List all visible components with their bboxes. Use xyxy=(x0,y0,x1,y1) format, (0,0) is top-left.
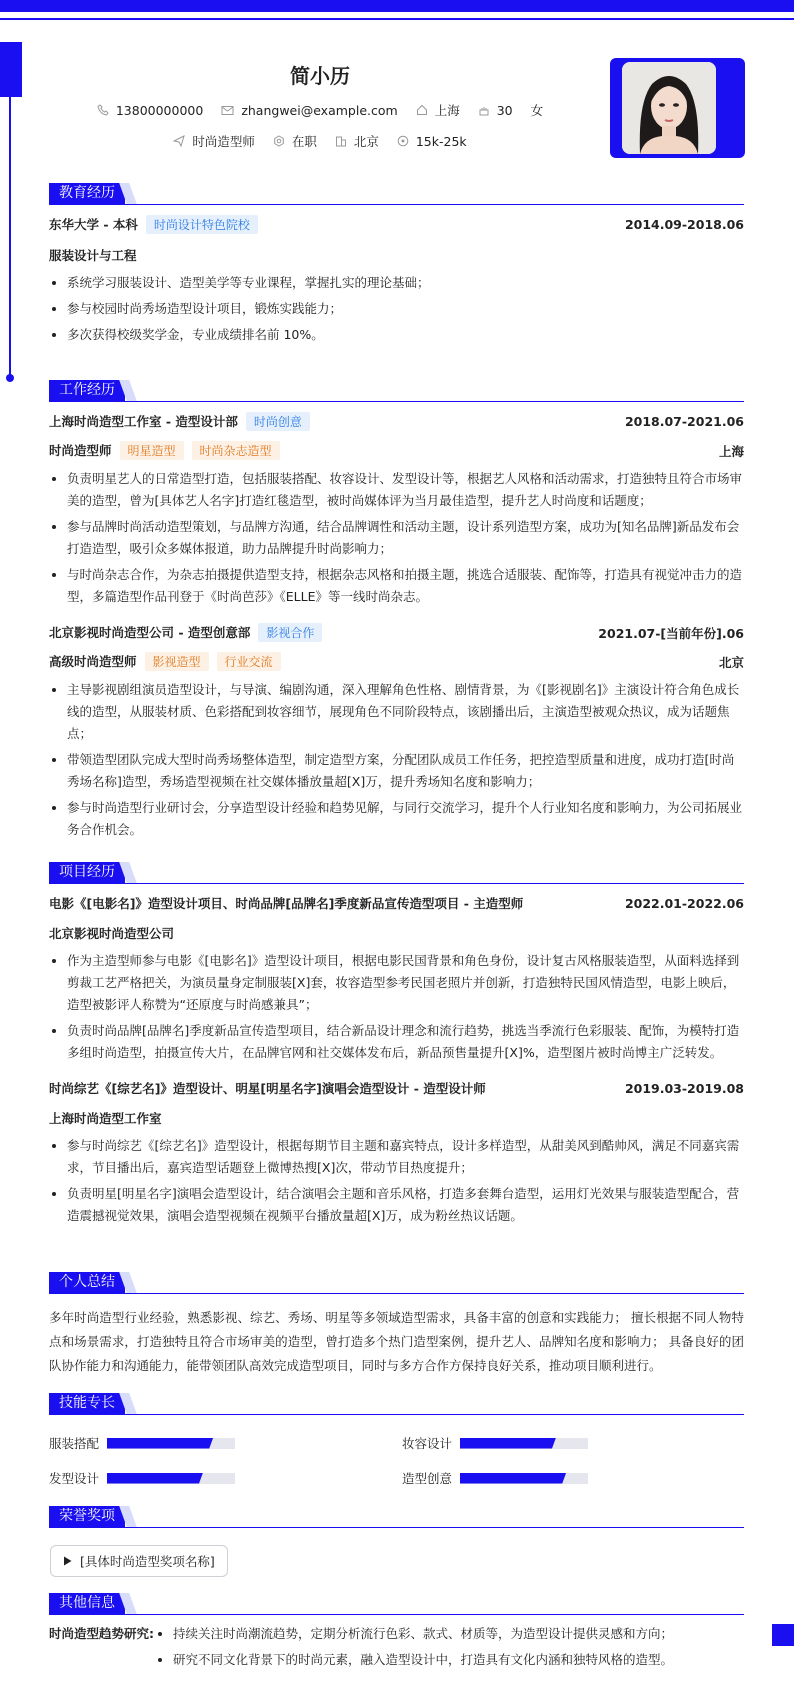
list-item: 负责时尚品牌[品牌名]季度新品宣传造型项目，结合新品设计理念和流行趋势，挑选当季流行色彩服装、配饰，为模特打造多组时尚造型，拍摄宣传大片，在品牌官网和社交媒体发布后，新品预售量提升[X]%，造型图片被时尚博主广泛转发。 xyxy=(49,1020,744,1064)
project-org: 上海时尚造型工作室 xyxy=(49,1111,162,1126)
work-entry-head xyxy=(49,623,744,642)
project-bullets xyxy=(49,1135,744,1227)
status-text: 在职 xyxy=(291,134,317,149)
skill-bar xyxy=(460,1438,588,1449)
skill-bar-fill xyxy=(107,1473,203,1484)
building-icon xyxy=(335,135,347,147)
company-tag: 时尚创意 xyxy=(246,412,310,431)
resume-name: 简小历 xyxy=(290,64,350,88)
list-item: 参与时尚综艺《[综艺名]》造型设计，根据每期节目主题和嘉宾特点，设计多样造型，从甜美风到酷帅风，满足不同嘉宾需求，节目播出后，嘉宾造型话题登上微博热搜[X]次，带动节目热度提升； xyxy=(49,1135,744,1179)
email-item xyxy=(221,103,397,118)
work-location: 北京 xyxy=(718,654,744,670)
city-text: 上海 xyxy=(434,103,460,118)
school-tag: 时尚设计特色院校 xyxy=(146,215,258,234)
phone-icon xyxy=(97,104,109,116)
list-item: 参与时尚造型行业研讨会，分享造型设计经验和趋势见解，与同行交流学习，提升个人行业知名度和影响力，为公司拓展业务合作机会。 xyxy=(49,797,744,841)
summary-text: 多年时尚造型行业经验，熟悉影视、综艺、秀场、明星等多领域造型需求，具备丰富的创意和实践能力； 擅长根据不同人物特点和场景需求，打造独特且符合市场审美的造型，曾打造多个热门造型案例，提升艺人、品牌知名度和影响力； 具备良好的团队协作能力和沟通能力，能带领团队高效完成造型项目，同时与多方合作方保持良好关系，推动项目顺利进行。 xyxy=(49,1310,744,1373)
education-bullets xyxy=(49,272,744,346)
skill-bar xyxy=(107,1438,235,1449)
project-entry-head xyxy=(49,1079,744,1097)
other-label: 时尚造型趋势研究: xyxy=(49,1626,154,1641)
skill-bar xyxy=(460,1473,588,1484)
section-title: 工作经历 xyxy=(49,380,125,401)
section-header xyxy=(49,1272,744,1294)
list-item: 系统学习服装设计、造型美学等专业课程，掌握扎实的理论基础； xyxy=(49,272,744,294)
list-item: 与时尚杂志合作，为杂志拍摄提供造型支持，根据杂志风格和拍摄主题，挑选合适服装、配饰等，打造具有视觉冲击力的造型，多篇造型作品刊登于《时尚芭莎》《ELLE》等一线时尚杂志。 xyxy=(49,564,744,608)
list-item: 参与品牌时尚活动造型策划，与品牌方沟通，结合品牌调性和活动主题，设计系列造型方案，成功为[知名品牌]新品发布会打造造型，吸引众多媒体报道，助力品牌提升时尚影响力； xyxy=(49,516,744,560)
skill-name: 妆容设计 xyxy=(402,1436,453,1451)
gear-icon xyxy=(273,135,285,147)
top-accent-bar xyxy=(0,0,794,12)
skill-item xyxy=(49,1469,235,1487)
role-tag: 影视造型 xyxy=(145,652,209,671)
work-date: 2021.07-[当前年份].06 xyxy=(598,625,744,641)
role-tag: 时尚杂志造型 xyxy=(192,441,280,460)
list-item: 带领造型团队完成大型时尚秀场整体造型，制定造型方案，分配团队成员工作任务，把控造型质量和进度，成功打造[时尚秀场名称]造型，秀场造型视频在社交媒体播放量超[X]万，提升秀场知名度和影响力； xyxy=(49,749,744,793)
list-item: 作为主造型师参与电影《[电影名]》造型设计项目，根据电影民国背景和角色身份，设计复古风格服装造型，从面料选择到剪裁工艺严格把关，为演员量身定制服装[X]套，妆容造型参考民国老照片并创新，打造独特民国风情造型，电影上映后，造型被影评人称赞为“还原度与时尚感兼具”； xyxy=(49,950,744,1016)
position-item xyxy=(173,132,255,150)
email-text: zhangwei@example.com xyxy=(241,102,398,118)
list-item: 参与校园时尚秀场造型设计项目，锻炼实践能力； xyxy=(49,298,744,320)
target-city-item xyxy=(335,132,379,150)
skill-item xyxy=(402,1434,588,1452)
skill-name: 发型设计 xyxy=(49,1471,100,1486)
other-bullets xyxy=(155,1623,744,1671)
work-date: 2018.07-2021.06 xyxy=(624,414,744,429)
photo-frame xyxy=(610,58,745,158)
age-item xyxy=(478,103,513,118)
work-bullets xyxy=(49,679,744,841)
section-title: 荣誉奖项 xyxy=(49,1506,125,1527)
corner-accent-block xyxy=(772,1624,794,1646)
work-entry-head xyxy=(49,412,744,431)
section-title: 教育经历 xyxy=(49,183,125,204)
project-bullets xyxy=(49,950,744,1064)
education-entry-head xyxy=(49,215,744,234)
award-name: [具体时尚造型奖项名称] xyxy=(80,1554,215,1569)
age-text: 30 xyxy=(496,102,513,118)
skills-section xyxy=(49,1393,744,1415)
other-section xyxy=(49,1593,744,1671)
target-city-text: 北京 xyxy=(353,134,379,149)
project-title: 电影《[电影名]》造型设计项目、时尚品牌[品牌名]季度新品宣传造型项目 - 主造型师 xyxy=(49,896,524,911)
work-bullets xyxy=(49,468,744,608)
projects-section xyxy=(49,862,744,1227)
list-item: 持续关注时尚潮流趋势，定期分析流行色彩、款式、材质等，为造型设计提供灵感和方向； xyxy=(155,1623,744,1645)
award-item[interactable] xyxy=(50,1545,228,1577)
section-header xyxy=(49,380,744,402)
role-name: 时尚造型师 xyxy=(49,443,112,458)
work-location: 上海 xyxy=(718,443,744,459)
skill-name: 服装搭配 xyxy=(49,1436,100,1451)
section-title: 个人总结 xyxy=(49,1272,125,1293)
work-role-row xyxy=(49,441,744,460)
skill-bar-fill xyxy=(460,1438,556,1449)
list-item: 主导影视剧组演员造型设计，与导演、编剧沟通，深入理解角色性格、剧情背景，为《[影视剧名]》主演设计符合角色成长线的造型，从服装材质、色彩搭配到妆容细节，展现角色不同阶段特点，该剧播出后，主演造型被观众热议，成为话题焦点； xyxy=(49,679,744,745)
skill-bar xyxy=(107,1473,235,1484)
section-title: 项目经历 xyxy=(49,862,125,883)
skill-name: 造型创意 xyxy=(402,1471,453,1486)
section-header xyxy=(49,183,744,205)
major-name: 服装设计与工程 xyxy=(49,248,137,263)
project-entry-head xyxy=(49,894,744,912)
position-text: 时尚造型师 xyxy=(192,134,255,149)
work-section xyxy=(49,380,744,841)
skill-item xyxy=(49,1434,235,1452)
section-header xyxy=(49,862,744,884)
coin-icon xyxy=(397,135,409,147)
gender-item xyxy=(531,101,544,119)
section-header xyxy=(49,1393,744,1415)
job-intent-row xyxy=(0,132,640,150)
role-tag: 明星造型 xyxy=(120,441,184,460)
mail-icon xyxy=(221,105,234,116)
school-name: 东华大学 - 本科 xyxy=(49,217,138,232)
project-date: 2019.03-2019.08 xyxy=(624,1080,744,1096)
list-item: 负责明星[明星名字]演唱会造型设计，结合演唱会主题和音乐风格，打造多套舞台造型，运用灯光效果与服装造型配合，营造震撼视觉效果，演唱会造型视频在视频平台播放量超[X]万，成为粉丝热议话题。 xyxy=(49,1183,744,1227)
skill-bar-fill xyxy=(460,1473,566,1484)
list-item: 负责明星艺人的日常造型打造，包括服装搭配、妆容设计、发型设计等，根据艺人风格和活动需求，打造独特且符合市场审美的造型，曾为[具体艺人名字]打造红毯造型，被时尚媒体评为当月最佳造型，提升艺人时尚度和话题度； xyxy=(49,468,744,512)
work-role-row xyxy=(49,652,744,671)
status-item xyxy=(273,132,317,150)
phone-item xyxy=(97,103,203,118)
city-item xyxy=(416,101,460,119)
side-accent-dot xyxy=(6,374,14,382)
role-name: 高级时尚造型师 xyxy=(49,654,137,669)
contact-row xyxy=(0,101,640,119)
phone-text: 13800000000 xyxy=(115,102,204,118)
gender-text: 女 xyxy=(530,103,544,118)
project-org: 北京影视时尚造型公司 xyxy=(49,926,175,941)
education-date: 2014.09-2018.06 xyxy=(624,217,744,232)
top-accent-line xyxy=(0,18,794,20)
other-row xyxy=(49,1623,744,1671)
project-title: 时尚综艺《[综艺名]》造型设计、明星[明星名字]演唱会造型设计 - 造型设计师 xyxy=(49,1081,486,1096)
salary-text: 15k-25k xyxy=(415,133,467,149)
list-item: 研究不同文化背景下的时尚元素，融入造型设计中，打造具有文化内涵和独特风格的造型。 xyxy=(155,1649,744,1671)
skill-bar-fill xyxy=(107,1438,213,1449)
company-tag: 影视合作 xyxy=(258,623,322,642)
section-header xyxy=(49,1506,744,1528)
role-tag: 行业交流 xyxy=(217,652,281,671)
list-item: 多次获得校级奖学金，专业成绩排名前 10%。 xyxy=(49,324,744,346)
summary-section xyxy=(49,1272,744,1378)
skill-item xyxy=(402,1469,588,1487)
section-title: 技能专长 xyxy=(49,1393,125,1414)
company-name: 上海时尚造型工作室 - 造型设计部 xyxy=(49,414,238,429)
awards-section xyxy=(49,1506,744,1528)
salary-item xyxy=(397,134,467,149)
send-icon xyxy=(173,135,185,147)
section-header xyxy=(49,1593,744,1615)
play-icon xyxy=(63,1556,72,1566)
avatar xyxy=(622,62,716,154)
company-name: 北京影视时尚造型公司 - 造型创意部 xyxy=(49,625,251,640)
project-date: 2022.01-2022.06 xyxy=(624,895,744,911)
cake-icon xyxy=(478,104,490,116)
section-title: 其他信息 xyxy=(49,1593,125,1614)
home-icon xyxy=(416,104,428,116)
education-section xyxy=(49,183,744,346)
